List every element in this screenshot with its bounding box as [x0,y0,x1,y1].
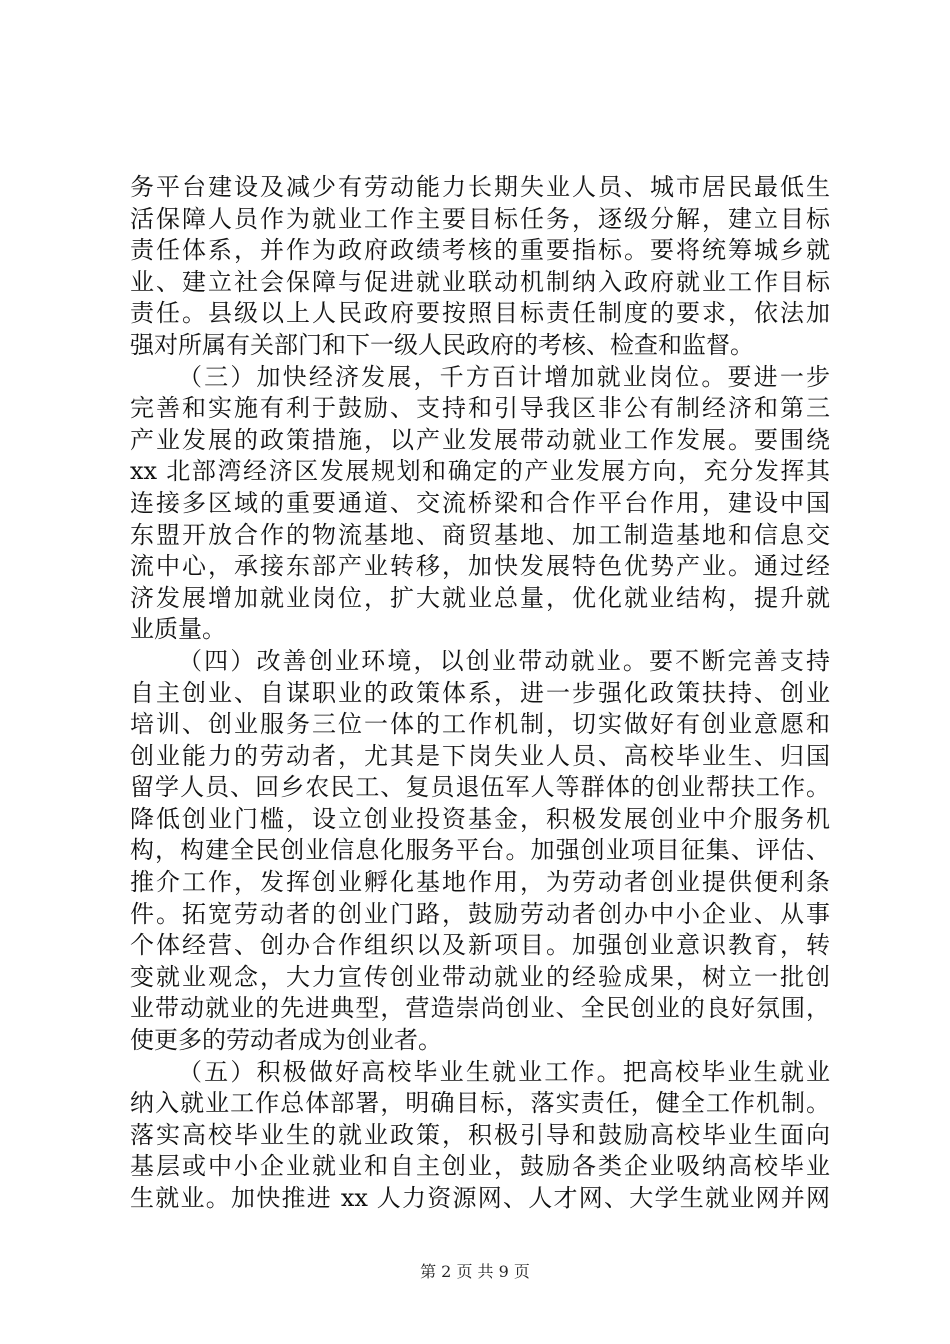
text-line: （三）加快经济发展，千方百计增加就业岗位。要进一步 [178,362,830,391]
text-line: 构，构建全民创业信息化服务平台。加强创业项目征集、评估、 [130,836,830,865]
text-line: 推介工作，发挥创业孵化基地作用，为劳动者创业提供便利条 [130,868,830,897]
text-line: 纳入就业工作总体部署，明确目标，落实责任，健全工作机制。 [130,1089,830,1118]
text-line: 流中心，承接东部产业转移，加快发展特色优势产业。通过经 [130,552,830,581]
text-line: 业带动就业的先进典型，营造崇尚创业、全民创业的良好氛围， [130,994,830,1023]
text-line: 东盟开放合作的物流基地、商贸基地、加工制造基地和信息交 [130,520,830,549]
text-line: 业质量。 [130,615,226,644]
text-line: 基层或中小企业就业和自主创业，鼓励各类企业吸纳高校毕业 [130,1152,830,1181]
text-line: （五）积极做好高校毕业生就业工作。把高校毕业生就业 [178,1057,830,1086]
text-line: 落实高校毕业生的就业政策，积极引导和鼓励高校毕业生面向 [130,1120,830,1149]
text-line: 活保障人员作为就业工作主要目标任务，逐级分解，建立目标 [130,204,830,233]
document-body [130,172,830,1215]
text-line: 创业能力的劳动者，尤其是下岗失业人员、高校毕业生、归国 [130,741,830,770]
text-line: 责任体系，并作为政府政绩考核的重要指标。要将统筹城乡就 [130,236,830,265]
text-line: 件。拓宽劳动者的创业门路，鼓励劳动者创办中小企业、从事 [130,899,830,928]
text-line: 责任。县级以上人民政府要按照目标责任制度的要求，依法加 [130,299,830,328]
text-line: 业、建立社会保障与促进就业联动机制纳入政府就业工作目标 [130,267,830,296]
text-line: 自主创业、自谋职业的政策体系，进一步强化政策扶持、创业 [130,678,830,707]
text-line: 务平台建设及减少有劳动能力长期失业人员、城市居民最低生 [130,173,830,201]
text-line: 完善和实施有利于鼓励、支持和引导我区非公有制经济和第三 [130,394,830,423]
text-line: 个体经营、创办合作组织以及新项目。加强创业意识教育，转 [130,931,830,960]
text-line: 变就业观念，大力宣传创业带动就业的经验成果，树立一批创 [130,962,830,991]
text-line: 济发展增加就业岗位，扩大就业总量，优化就业结构，提升就 [130,583,830,612]
text-line: 连接多区域的重要通道、交流桥梁和合作平台作用，建设中国 [130,488,830,517]
text-line: xx 北部湾经济区发展规划和确定的产业发展方向，充分发挥其 [130,457,830,486]
text-line: 使更多的劳动者成为创业者。 [130,1026,442,1055]
text-line: 生就业。加快推进 xx 人力资源网、人才网、大学生就业网并网 [130,1184,830,1212]
text-line: 降低创业门槛，设立创业投资基金，积极发展创业中介服务机 [130,804,830,833]
text-line: （四）改善创业环境，以创业带动就业。要不断完善支持 [178,646,830,675]
text-line: 强对所属有关部门和下一级人民政府的考核、检查和监督。 [130,330,754,359]
page-footer: 第 2 页 共 9 页 [420,1262,530,1281]
text-line: 培训、创业服务三位一体的工作机制，切实做好有创业意愿和 [130,710,830,739]
text-line: 留学人员、回乡农民工、复员退伍军人等群体的创业帮扶工作。 [130,773,830,802]
text-line: 产业发展的政策措施，以产业发展带动就业工作发展。要围绕 [130,425,830,454]
